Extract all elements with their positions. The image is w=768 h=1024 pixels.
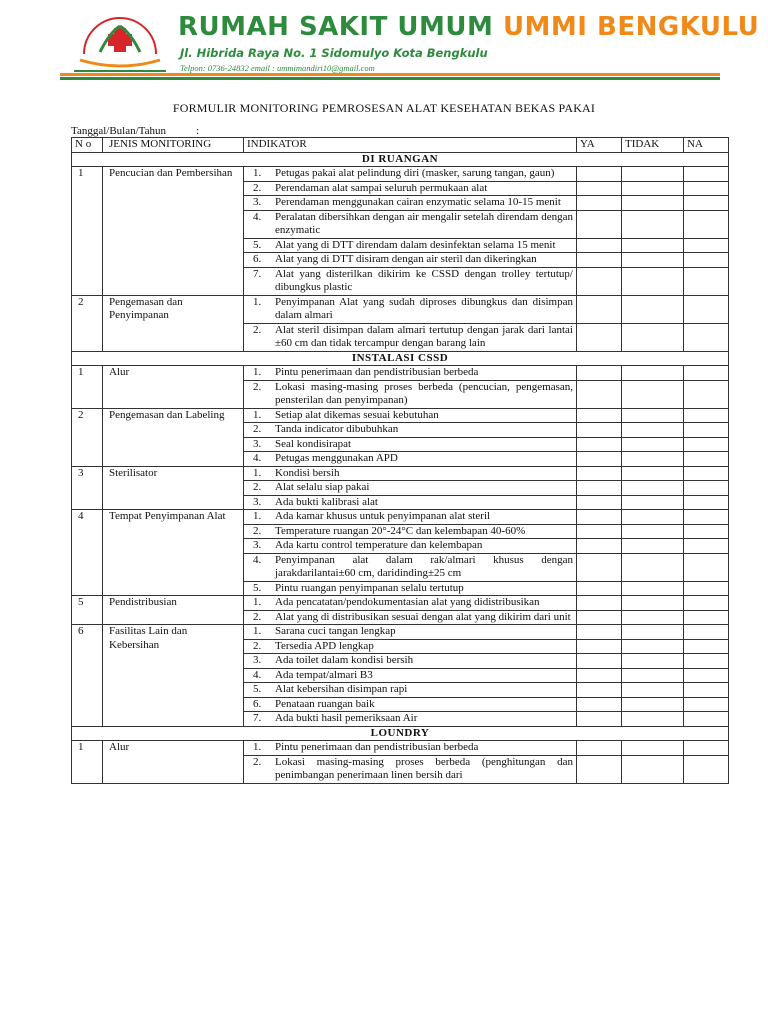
monitoring-type: Alur	[103, 366, 244, 409]
na-checkbox-cell[interactable]	[684, 524, 729, 539]
tidak-checkbox-cell[interactable]	[622, 553, 684, 581]
row-number: 1	[72, 167, 103, 296]
header-ya: YA	[577, 138, 622, 153]
tidak-checkbox-cell[interactable]	[622, 741, 684, 756]
indicator-cell	[244, 553, 577, 581]
na-checkbox-cell[interactable]	[684, 639, 729, 654]
ya-checkbox-cell[interactable]	[577, 741, 622, 756]
tidak-checkbox-cell[interactable]	[622, 408, 684, 423]
indicator-text: Ada kamar khusus untuk penyimpanan alat steril	[275, 510, 491, 522]
ya-checkbox-cell[interactable]	[577, 366, 622, 381]
na-checkbox-cell[interactable]	[684, 466, 729, 481]
header-rule-green	[60, 77, 720, 80]
indicator-number: 1.	[253, 510, 262, 522]
indicator-number: 3.	[253, 654, 262, 666]
indicator-number: 1.	[253, 167, 262, 179]
indicator-cell	[244, 539, 577, 554]
indicator-text: Penataan ruangan baik	[275, 697, 375, 710]
na-checkbox-cell[interactable]	[684, 238, 729, 253]
indicator-cell	[244, 654, 577, 669]
form-title: FORMULIR MONITORING PEMROSESAN ALAT KESEHATAN BEKAS PAKAI	[172, 101, 596, 115]
ya-checkbox-cell[interactable]	[577, 380, 622, 408]
indicator-number: 2.	[253, 181, 262, 194]
ya-checkbox-cell[interactable]	[577, 654, 622, 669]
na-checkbox-cell[interactable]	[684, 581, 729, 596]
section-row	[72, 726, 729, 741]
header-tidak: TIDAK	[622, 138, 684, 153]
header-na: NA	[684, 138, 729, 153]
indicator-cell	[244, 267, 577, 295]
table-row	[72, 466, 729, 481]
ya-checkbox-cell[interactable]	[577, 210, 622, 238]
tidak-checkbox-cell[interactable]	[622, 196, 684, 211]
header-no: N o	[72, 138, 103, 153]
indicator-cell	[244, 167, 577, 182]
monitoring-type: Pengemasan dan Penyimpanan	[103, 295, 244, 351]
indicator-cell	[244, 423, 577, 438]
indicator-number: 3.	[253, 196, 262, 208]
monitoring-type: Alur	[103, 741, 244, 784]
indicator-text: Alat steril disimpan dalam almari tertutup dengan jarak dari lantai ±60 cm dan tidak tercampur dengan barang lain	[275, 323, 573, 349]
indicator-number: 6.	[253, 697, 262, 710]
ya-checkbox-cell[interactable]	[577, 267, 622, 295]
ya-checkbox-cell[interactable]	[577, 295, 622, 323]
ya-checkbox-cell[interactable]	[577, 581, 622, 596]
tidak-checkbox-cell[interactable]	[622, 495, 684, 510]
ya-checkbox-cell[interactable]	[577, 755, 622, 783]
indicator-cell	[244, 610, 577, 625]
ya-checkbox-cell[interactable]	[577, 452, 622, 467]
indicator-number: 2.	[253, 323, 262, 336]
tidak-checkbox-cell[interactable]	[622, 712, 684, 727]
indicator-cell	[244, 755, 577, 783]
ya-checkbox-cell[interactable]	[577, 323, 622, 351]
ya-checkbox-cell[interactable]	[577, 683, 622, 698]
indicator-number: 2.	[253, 639, 262, 652]
tidak-checkbox-cell[interactable]	[622, 238, 684, 253]
indicator-text: Peralatan dibersihkan dengan air mengalir setelah direndam dengan enzymatic	[275, 210, 573, 236]
ya-checkbox-cell[interactable]	[577, 610, 622, 625]
ya-checkbox-cell[interactable]	[577, 167, 622, 182]
ya-checkbox-cell[interactable]	[577, 238, 622, 253]
section-title: INSTALASI CSSD	[72, 351, 729, 366]
table-header-row	[72, 138, 729, 153]
indicator-cell	[244, 181, 577, 196]
indicator-cell	[244, 196, 577, 211]
indicator-text: Alat yang disterilkan dikirim ke CSSD dengan trolley tertutup/ dibungkus plastic	[275, 267, 573, 293]
indicator-number: 6.	[253, 253, 262, 265]
na-checkbox-cell[interactable]	[684, 196, 729, 211]
table-row	[72, 366, 729, 381]
indicator-number: 3.	[253, 495, 262, 508]
monitoring-type: Tempat Penyimpanan Alat	[103, 510, 244, 596]
indicator-number: 4.	[253, 553, 262, 566]
table-row	[72, 625, 729, 640]
table-row	[72, 741, 729, 756]
indicator-cell	[244, 323, 577, 351]
tidak-checkbox-cell[interactable]	[622, 181, 684, 196]
date-colon: :	[196, 125, 200, 137]
ya-checkbox-cell[interactable]	[577, 639, 622, 654]
tidak-checkbox-cell[interactable]	[622, 639, 684, 654]
na-checkbox-cell[interactable]	[684, 625, 729, 640]
indicator-cell	[244, 697, 577, 712]
indicator-text: Ada bukti kalibrasi alat	[275, 495, 378, 508]
indicator-number: 2.	[253, 380, 262, 393]
indicator-cell	[244, 639, 577, 654]
row-number: 4	[72, 510, 103, 596]
ya-checkbox-cell[interactable]	[577, 481, 622, 496]
date-label: Tanggal/Bulan/Tahun	[71, 125, 166, 137]
indicator-cell	[244, 452, 577, 467]
na-checkbox-cell[interactable]	[684, 210, 729, 238]
indicator-number: 2.	[253, 610, 262, 623]
indicator-number: 4.	[253, 668, 262, 681]
na-checkbox-cell[interactable]	[684, 510, 729, 525]
tidak-checkbox-cell[interactable]	[622, 510, 684, 525]
indicator-text: Ada kartu control temperature dan kelembapan	[275, 539, 483, 551]
tidak-checkbox-cell[interactable]	[622, 437, 684, 452]
indicator-text: Alat yang di DTT direndam dalam desinfektan selama 15 menit	[275, 238, 556, 251]
indicator-cell	[244, 481, 577, 496]
indicator-text: Petugas pakai alat pelindung diri (masker, sarung tangan, gaun)	[275, 167, 555, 179]
indicator-text: Lokasi masing-masing proses berbeda (pencucian, pengemasan, pensterilan dan penyimpanan)	[275, 380, 573, 406]
na-checkbox-cell[interactable]	[684, 712, 729, 727]
table-row	[72, 408, 729, 423]
tidak-checkbox-cell[interactable]	[622, 295, 684, 323]
indicator-text: Ada pencatatan/pendokumentasian alat yang didistribusikan	[275, 596, 540, 608]
na-checkbox-cell[interactable]	[684, 437, 729, 452]
na-checkbox-cell[interactable]	[684, 167, 729, 182]
section-row	[72, 152, 729, 167]
indicator-number: 7.	[253, 267, 262, 280]
indicator-text: Pintu penerimaan dan pendistribusian berbeda	[275, 741, 479, 753]
header-rule-orange	[60, 73, 720, 76]
table-row	[72, 167, 729, 182]
indicator-cell	[244, 581, 577, 596]
indicator-text: Temperature ruangan 20°-24°C dan kelembapan 40-60%	[275, 524, 526, 537]
indicator-number: 2.	[253, 755, 262, 768]
indicator-cell	[244, 683, 577, 698]
ya-checkbox-cell[interactable]	[577, 181, 622, 196]
tidak-checkbox-cell[interactable]	[622, 423, 684, 438]
ya-checkbox-cell[interactable]	[577, 495, 622, 510]
hospital-address: Jl. Hibrida Raya No. 1 Sidomulyo Kota Bengkulu	[180, 46, 488, 60]
tidak-checkbox-cell[interactable]	[622, 755, 684, 783]
section-title: LOUNDRY	[72, 726, 729, 741]
hospital-name: RUMAH SAKIT UMUM UMMI BENGKULU	[178, 12, 760, 42]
monitoring-table	[71, 137, 729, 784]
na-checkbox-cell[interactable]	[684, 495, 729, 510]
indicator-cell	[244, 510, 577, 525]
indicator-cell	[244, 495, 577, 510]
indicator-text: Tanda indicator dibubuhkan	[275, 423, 399, 435]
tidak-checkbox-cell[interactable]	[622, 452, 684, 467]
indicator-cell	[244, 466, 577, 481]
na-checkbox-cell[interactable]	[684, 741, 729, 756]
na-checkbox-cell[interactable]	[684, 295, 729, 323]
tidak-checkbox-cell[interactable]	[622, 581, 684, 596]
hospital-contact: Telpon: 0736-24832 email : ummimandiri10@gmail.com	[180, 63, 375, 73]
indicator-text: Kondisi bersih	[275, 466, 340, 479]
tidak-checkbox-cell[interactable]	[622, 683, 684, 698]
ya-checkbox-cell[interactable]	[577, 668, 622, 683]
section-row	[72, 351, 729, 366]
indicator-cell	[244, 238, 577, 253]
indicator-text: Setiap alat dikemas sesuai kebutuhan	[275, 408, 439, 421]
tidak-checkbox-cell[interactable]	[622, 167, 684, 182]
tidak-checkbox-cell[interactable]	[622, 210, 684, 238]
row-number: 1	[72, 366, 103, 409]
hospital-logo	[70, 12, 170, 82]
na-checkbox-cell[interactable]	[684, 366, 729, 381]
na-checkbox-cell[interactable]	[684, 683, 729, 698]
indicator-cell	[244, 380, 577, 408]
indicator-text: Alat kebersihan disimpan rapi	[275, 683, 408, 695]
ya-checkbox-cell[interactable]	[577, 625, 622, 640]
indicator-cell	[244, 295, 577, 323]
indicator-number: 5.	[253, 581, 262, 594]
indicator-text: Ada tempat/almari B3	[275, 668, 373, 681]
indicator-cell	[244, 668, 577, 683]
indicator-number: 1.	[253, 366, 262, 378]
row-number: 3	[72, 466, 103, 510]
indicator-text: Ada toilet dalam kondisi bersih	[275, 654, 414, 666]
indicator-text: Ada bukti hasil pemeriksaan Air	[275, 712, 418, 724]
na-checkbox-cell[interactable]	[684, 553, 729, 581]
indicator-number: 4.	[253, 210, 262, 223]
indicator-text: Seal kondisirapat	[275, 437, 352, 450]
tidak-checkbox-cell[interactable]	[622, 625, 684, 640]
tidak-checkbox-cell[interactable]	[622, 654, 684, 669]
section-title: DI RUANGAN	[72, 152, 729, 167]
monitoring-type: Fasilitas Lain dan Kebersihan	[103, 625, 244, 727]
indicator-number: 3.	[253, 437, 262, 450]
indicator-text: Penyimpanan alat dalam rak/almari khusus dengan jarakdarilantai±60 cm, daridinding±25 cm	[275, 553, 573, 579]
ya-checkbox-cell[interactable]	[577, 697, 622, 712]
tidak-checkbox-cell[interactable]	[622, 253, 684, 268]
indicator-number: 5.	[253, 238, 262, 251]
monitoring-type: Pendistribusian	[103, 596, 244, 625]
na-checkbox-cell[interactable]	[684, 253, 729, 268]
indicator-number: 2.	[253, 481, 262, 493]
na-checkbox-cell[interactable]	[684, 668, 729, 683]
na-checkbox-cell[interactable]	[684, 610, 729, 625]
row-number: 6	[72, 625, 103, 727]
ya-checkbox-cell[interactable]	[577, 253, 622, 268]
indicator-number: 1.	[253, 295, 262, 308]
date-field	[71, 125, 199, 137]
tidak-checkbox-cell[interactable]	[622, 596, 684, 611]
indicator-number: 5.	[253, 683, 262, 695]
table-row	[72, 596, 729, 611]
na-checkbox-cell[interactable]	[684, 267, 729, 295]
na-checkbox-cell[interactable]	[684, 181, 729, 196]
indicator-text: Pintu penerimaan dan pendistribusian berbeda	[275, 366, 479, 378]
row-number: 2	[72, 408, 103, 466]
row-number: 1	[72, 741, 103, 784]
tidak-checkbox-cell[interactable]	[622, 610, 684, 625]
ya-checkbox-cell[interactable]	[577, 553, 622, 581]
ya-checkbox-cell[interactable]	[577, 596, 622, 611]
ya-checkbox-cell[interactable]	[577, 539, 622, 554]
na-checkbox-cell[interactable]	[684, 539, 729, 554]
indicator-cell	[244, 408, 577, 423]
indicator-text: Perendaman alat sampai seluruh permukaan alat	[275, 181, 488, 194]
na-checkbox-cell[interactable]	[684, 697, 729, 712]
na-checkbox-cell[interactable]	[684, 654, 729, 669]
ya-checkbox-cell[interactable]	[577, 423, 622, 438]
ya-checkbox-cell[interactable]	[577, 408, 622, 423]
indicator-cell	[244, 712, 577, 727]
na-checkbox-cell[interactable]	[684, 596, 729, 611]
na-checkbox-cell[interactable]	[684, 423, 729, 438]
na-checkbox-cell[interactable]	[684, 380, 729, 408]
table-row	[72, 510, 729, 525]
monitoring-type: Sterilisator	[103, 466, 244, 510]
table-row	[72, 295, 729, 323]
indicator-number: 2.	[253, 423, 262, 435]
tidak-checkbox-cell[interactable]	[622, 380, 684, 408]
na-checkbox-cell[interactable]	[684, 481, 729, 496]
na-checkbox-cell[interactable]	[684, 452, 729, 467]
ya-checkbox-cell[interactable]	[577, 524, 622, 539]
tidak-checkbox-cell[interactable]	[622, 466, 684, 481]
indicator-number: 1.	[253, 408, 262, 421]
indicator-cell	[244, 596, 577, 611]
indicator-text: Tersedia APD lengkap	[275, 639, 374, 652]
tidak-checkbox-cell[interactable]	[622, 267, 684, 295]
ya-checkbox-cell[interactable]	[577, 712, 622, 727]
na-checkbox-cell[interactable]	[684, 408, 729, 423]
tidak-checkbox-cell[interactable]	[622, 323, 684, 351]
indicator-text: Alat selalu siap pakai	[275, 481, 370, 493]
header-jenis: JENIS MONITORING	[103, 138, 244, 153]
indicator-number: 1.	[253, 625, 262, 637]
indicator-cell	[244, 366, 577, 381]
indicator-number: 1.	[253, 741, 262, 753]
indicator-text: Alat yang di DTT disiram dengan air steril dan dikeringkan	[275, 253, 537, 265]
tidak-checkbox-cell[interactable]	[622, 539, 684, 554]
ya-checkbox-cell[interactable]	[577, 196, 622, 211]
na-checkbox-cell[interactable]	[684, 323, 729, 351]
indicator-cell	[244, 253, 577, 268]
header-indikator: INDIKATOR	[244, 138, 577, 153]
indicator-number: 7.	[253, 712, 262, 724]
indicator-cell	[244, 210, 577, 238]
row-number: 2	[72, 295, 103, 351]
row-number: 5	[72, 596, 103, 625]
indicator-number: 3.	[253, 539, 262, 551]
indicator-text: Penyimpanan Alat yang sudah diproses dibungkus dan disimpan dalam almari	[275, 295, 573, 321]
tidak-checkbox-cell[interactable]	[622, 668, 684, 683]
indicator-text: Lokasi masing-masing proses berbeda (penghitungan dan penimbangan penerimaan linen bersih dari	[275, 755, 573, 781]
indicator-number: 4.	[253, 452, 262, 464]
indicator-text: Petugas menggunakan APD	[275, 452, 398, 464]
tidak-checkbox-cell[interactable]	[622, 481, 684, 496]
indicator-number: 2.	[253, 524, 262, 537]
tidak-checkbox-cell[interactable]	[622, 366, 684, 381]
indicator-text: Perendaman menggunakan cairan enzymatic selama 10-15 menit	[275, 196, 561, 208]
indicator-text: Sarana cuci tangan lengkap	[275, 625, 396, 637]
ya-checkbox-cell[interactable]	[577, 510, 622, 525]
indicator-cell	[244, 625, 577, 640]
indicator-cell	[244, 437, 577, 452]
monitoring-type: Pencucian dan Pembersihan	[103, 167, 244, 296]
indicator-number: 1.	[253, 466, 262, 479]
indicator-text: Alat yang di distribusikan sesuai dengan alat yang dikirim dari unit	[275, 610, 571, 623]
na-checkbox-cell[interactable]	[684, 755, 729, 783]
ya-checkbox-cell[interactable]	[577, 466, 622, 481]
indicator-cell	[244, 524, 577, 539]
tidak-checkbox-cell[interactable]	[622, 697, 684, 712]
monitoring-type: Pengemasan dan Labeling	[103, 408, 244, 466]
indicator-cell	[244, 741, 577, 756]
ya-checkbox-cell[interactable]	[577, 437, 622, 452]
indicator-number: 1.	[253, 596, 262, 608]
indicator-text: Pintu ruangan penyimpanan selalu tertutup	[275, 581, 464, 594]
tidak-checkbox-cell[interactable]	[622, 524, 684, 539]
